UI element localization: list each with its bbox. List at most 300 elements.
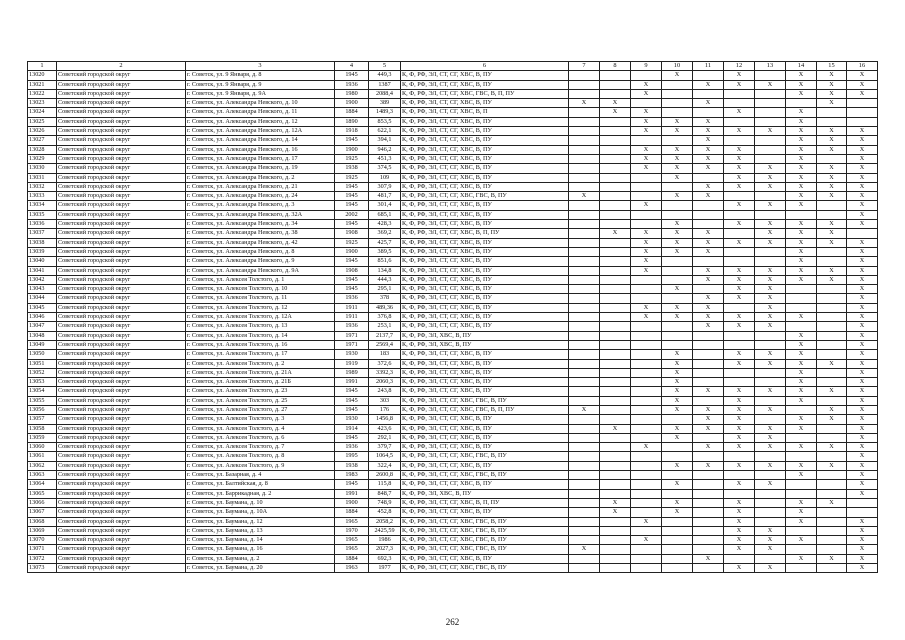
- cell-mark: X: [786, 536, 817, 545]
- cell-mark: [569, 340, 600, 349]
- cell-mark: X: [724, 526, 755, 535]
- cell-mark: [631, 424, 662, 433]
- cell-mark: [569, 443, 600, 452]
- cell-mark: [817, 536, 847, 545]
- cell-mark: X: [693, 303, 724, 312]
- cell-mark: [693, 108, 724, 117]
- cell-mark: [755, 368, 786, 377]
- cell-mark: X: [786, 164, 817, 173]
- cell-mark: X: [847, 303, 878, 312]
- cell-mark: [600, 480, 631, 489]
- cell-works: К, Ф, РФ, ЭЛ, СТ, СГ, ХВС, В, ПУ: [401, 461, 569, 470]
- cell-mark: X: [755, 480, 786, 489]
- cell-mark: [569, 238, 600, 247]
- cell-id: 13038: [28, 238, 57, 247]
- cell-address: г. Советск, ул. Баумана, д. 10: [186, 498, 335, 507]
- cell-id: 13037: [28, 229, 57, 238]
- cell-district: Советский городской округ: [57, 536, 186, 545]
- cell-year: 1936: [335, 443, 369, 452]
- cell-mark: X: [755, 359, 786, 368]
- cell-mark: X: [786, 461, 817, 470]
- cell-year: 1991: [335, 489, 369, 498]
- cell-works: К, Ф, РФ, ЭЛ, СТ, СГ, ХВС, ГВС, В, ПУ: [401, 517, 569, 526]
- cell-mark: X: [724, 154, 755, 163]
- cell-mark: X: [817, 554, 847, 563]
- cell-mark: X: [693, 164, 724, 173]
- cell-mark: [569, 275, 600, 284]
- cell-address: г. Советск, ул. Алексея Толстого, д. 12А: [186, 313, 335, 322]
- cell-area: 1456,8: [369, 415, 401, 424]
- table-row: [28, 387, 878, 396]
- cell-address: г. Советск, ул. Александра Невского, д. 3: [186, 201, 335, 210]
- cell-mark: [600, 526, 631, 535]
- cell-mark: [631, 405, 662, 414]
- cell-mark: [631, 275, 662, 284]
- table-row: [28, 257, 878, 266]
- cell-mark: [600, 489, 631, 498]
- cell-mark: X: [724, 461, 755, 470]
- cell-district: Советский городской округ: [57, 285, 186, 294]
- column-header: 10: [662, 62, 693, 71]
- cell-mark: [693, 480, 724, 489]
- cell-mark: X: [724, 127, 755, 136]
- cell-district: Советский городской округ: [57, 192, 186, 201]
- cell-year: 1911: [335, 313, 369, 322]
- table-row: [28, 554, 878, 563]
- cell-mark: [817, 368, 847, 377]
- cell-mark: [817, 154, 847, 163]
- cell-mark: [600, 145, 631, 154]
- cell-works: К, Ф, РФ, ЭЛ, СТ, СГ, ХВС, ГВС, В, ПУ: [401, 471, 569, 480]
- cell-area: 2425,59: [369, 526, 401, 535]
- cell-mark: X: [755, 285, 786, 294]
- table-row: [28, 508, 878, 517]
- cell-area: 3392,3: [369, 368, 401, 377]
- cell-works: К, Ф, РФ, ЭЛ, СТ, СГ, ХВС, В, ПУ: [401, 275, 569, 284]
- cell-mark: X: [631, 229, 662, 238]
- cell-works: К, Ф, РФ, ЭЛ, СТ, СГ, ХВС, В, ПУ: [401, 136, 569, 145]
- cell-mark: X: [600, 99, 631, 108]
- cell-works: К, Ф, РФ, ЭЛ, СТ, СГ, ХВС, В, ПУ: [401, 257, 569, 266]
- cell-mark: X: [847, 452, 878, 461]
- cell-mark: [600, 396, 631, 405]
- cell-id: 13021: [28, 80, 57, 89]
- cell-mark: [693, 498, 724, 507]
- cell-mark: [569, 80, 600, 89]
- cell-mark: X: [755, 536, 786, 545]
- cell-mark: [786, 564, 817, 573]
- cell-mark: [817, 313, 847, 322]
- cell-mark: [600, 415, 631, 424]
- cell-id: 13040: [28, 257, 57, 266]
- cell-mark: [755, 89, 786, 98]
- cell-mark: X: [847, 294, 878, 303]
- cell-works: К, Ф, РФ, ЭЛ, СТ, СГ, ХВС, ГВС, В, ПУ: [401, 545, 569, 554]
- cell-mark: [569, 471, 600, 480]
- cell-area: 307,9: [369, 182, 401, 191]
- cell-mark: [693, 471, 724, 480]
- cell-mark: X: [847, 415, 878, 424]
- cell-mark: [600, 405, 631, 414]
- cell-works: К, Ф, РФ, ЭЛ, СТ, СГ, ХВС, ГВС, В, ПУ: [401, 452, 569, 461]
- cell-mark: [662, 99, 693, 108]
- cell-year: 1970: [335, 526, 369, 535]
- cell-mark: [847, 508, 878, 517]
- cell-id: 13039: [28, 247, 57, 256]
- document-page: [27, 61, 877, 573]
- cell-mark: X: [724, 387, 755, 396]
- cell-mark: [631, 471, 662, 480]
- cell-year: 1884: [335, 554, 369, 563]
- cell-year: 1890: [335, 117, 369, 126]
- cell-id: 13049: [28, 340, 57, 349]
- cell-year: 1983: [335, 471, 369, 480]
- cell-mark: [817, 471, 847, 480]
- cell-id: 13041: [28, 266, 57, 275]
- cell-mark: X: [847, 257, 878, 266]
- cell-address: г. Советск, ул. Александра Невского, д. 12: [186, 117, 335, 126]
- cell-district: Советский городской округ: [57, 257, 186, 266]
- cell-mark: [786, 526, 817, 535]
- cell-mark: [600, 210, 631, 219]
- cell-mark: X: [600, 508, 631, 517]
- cell-mark: X: [631, 89, 662, 98]
- cell-mark: X: [631, 443, 662, 452]
- table-row: [28, 192, 878, 201]
- cell-mark: [569, 480, 600, 489]
- cell-year: 1900: [335, 99, 369, 108]
- cell-mark: [631, 285, 662, 294]
- cell-mark: X: [847, 424, 878, 433]
- cell-district: Советский городской округ: [57, 443, 186, 452]
- cell-mark: [662, 108, 693, 117]
- cell-mark: [600, 201, 631, 210]
- cell-area: 853,5: [369, 117, 401, 126]
- cell-address: г. Советск, ул. Александра Невского, д. 32А: [186, 210, 335, 219]
- table-row: [28, 229, 878, 238]
- table-row: [28, 378, 878, 387]
- cell-works: К, Ф, РФ, ЭЛ, СТ, СГ, ХВС, В, ПУ: [401, 433, 569, 442]
- cell-works: К, Ф, РФ, ЭЛ, СТ, СГ, ХВС, ГВС, В, ПУ: [401, 192, 569, 201]
- cell-year: 1945: [335, 285, 369, 294]
- cell-mark: [817, 480, 847, 489]
- cell-mark: [631, 99, 662, 108]
- cell-mark: [600, 238, 631, 247]
- cell-area: 481,7: [369, 192, 401, 201]
- cell-mark: X: [693, 117, 724, 126]
- cell-mark: [662, 257, 693, 266]
- cell-mark: X: [662, 229, 693, 238]
- cell-works: К, Ф, РФ, ЭЛ, СТ, СГ, ХВС, В, ПУ: [401, 443, 569, 452]
- cell-address: г. Советск, ул. Алексея Толстого, д. 14: [186, 331, 335, 340]
- cell-year: 1936: [335, 80, 369, 89]
- cell-mark: X: [786, 220, 817, 229]
- cell-mark: X: [693, 192, 724, 201]
- cell-works: К, Ф, РФ, ЭЛ, СТ, СГ, ХВС, В, ПУ: [401, 350, 569, 359]
- cell-mark: X: [631, 257, 662, 266]
- cell-address: г. Советск, ул. Алексея Толстого, д. 13: [186, 322, 335, 331]
- cell-year: 1938: [335, 164, 369, 173]
- cell-address: г. Советск, ул. Александра Невского, д. 11: [186, 108, 335, 117]
- cell-mark: [662, 210, 693, 219]
- cell-address: г. Советск, ул. Базарная, д. 4: [186, 471, 335, 480]
- cell-year: 1971: [335, 340, 369, 349]
- cell-year: 1938: [335, 461, 369, 470]
- cell-id: 13022: [28, 89, 57, 98]
- cell-mark: X: [662, 303, 693, 312]
- cell-address: г. Советск, ул. Александра Невского, д. 19: [186, 164, 335, 173]
- cell-mark: X: [662, 405, 693, 414]
- cell-mark: X: [724, 313, 755, 322]
- cell-district: Советский городской округ: [57, 173, 186, 182]
- cell-mark: X: [693, 154, 724, 163]
- cell-mark: [600, 275, 631, 284]
- cell-year: 1930: [335, 350, 369, 359]
- cell-year: 1911: [335, 303, 369, 312]
- cell-mark: [569, 127, 600, 136]
- cell-district: Советский городской округ: [57, 498, 186, 507]
- cell-mark: [786, 294, 817, 303]
- cell-id: 13045: [28, 303, 57, 312]
- cell-mark: [569, 303, 600, 312]
- cell-year: 1945: [335, 71, 369, 80]
- cell-id: 13032: [28, 182, 57, 191]
- cell-mark: X: [755, 182, 786, 191]
- cell-area: 848,7: [369, 489, 401, 498]
- cell-id: 13042: [28, 275, 57, 284]
- cell-mark: X: [693, 229, 724, 238]
- cell-mark: [569, 378, 600, 387]
- cell-mark: X: [847, 201, 878, 210]
- cell-address: г. Советск, ул. Александра Невского, д. 10: [186, 99, 335, 108]
- cell-mark: X: [847, 405, 878, 414]
- cell-mark: [693, 173, 724, 182]
- cell-mark: [786, 285, 817, 294]
- cell-mark: [569, 136, 600, 145]
- cell-year: 1945: [335, 433, 369, 442]
- cell-mark: X: [662, 238, 693, 247]
- column-header: 2: [57, 62, 186, 71]
- cell-id: 13062: [28, 461, 57, 470]
- cell-address: г. Советск, ул. Александра Невского, д. 9: [186, 257, 335, 266]
- cell-mark: [724, 471, 755, 480]
- cell-mark: X: [662, 71, 693, 80]
- table-row: [28, 71, 878, 80]
- cell-mark: [693, 564, 724, 573]
- cell-mark: [755, 145, 786, 154]
- cell-mark: X: [724, 545, 755, 554]
- table-row: [28, 99, 878, 108]
- cell-mark: [817, 489, 847, 498]
- cell-mark: X: [662, 387, 693, 396]
- column-header: 1: [28, 62, 57, 71]
- cell-year: 1971: [335, 331, 369, 340]
- cell-address: г. Советск, ул. Алексея Толстого, д. 3: [186, 415, 335, 424]
- cell-mark: X: [724, 80, 755, 89]
- cell-mark: X: [693, 387, 724, 396]
- cell-mark: X: [786, 266, 817, 275]
- cell-id: 13050: [28, 350, 57, 359]
- cell-works: К, Ф, РФ, ЭЛ, СТ, СГ, ХВС, В, ПУ: [401, 238, 569, 247]
- cell-mark: [600, 433, 631, 442]
- cell-mark: [662, 340, 693, 349]
- cell-mark: X: [724, 405, 755, 414]
- cell-mark: X: [786, 387, 817, 396]
- cell-mark: [569, 294, 600, 303]
- cell-mark: X: [724, 498, 755, 507]
- cell-mark: [755, 331, 786, 340]
- cell-mark: X: [662, 127, 693, 136]
- cell-mark: [569, 452, 600, 461]
- cell-area: 374,5: [369, 164, 401, 173]
- cell-area: 452,8: [369, 508, 401, 517]
- cell-mark: [755, 257, 786, 266]
- cell-mark: X: [755, 173, 786, 182]
- table-row: [28, 294, 878, 303]
- cell-year: 1965: [335, 536, 369, 545]
- cell-mark: X: [847, 164, 878, 173]
- cell-area: 1064,5: [369, 452, 401, 461]
- cell-address: г. Советск, ул. Александра Невского, д. 2: [186, 173, 335, 182]
- cell-mark: [817, 452, 847, 461]
- cell-mark: X: [817, 173, 847, 182]
- cell-id: 13067: [28, 508, 57, 517]
- cell-mark: [755, 554, 786, 563]
- table-row: [28, 526, 878, 535]
- cell-mark: [724, 489, 755, 498]
- cell-district: Советский городской округ: [57, 368, 186, 377]
- cell-mark: X: [786, 80, 817, 89]
- cell-mark: [755, 508, 786, 517]
- cell-id: 13052: [28, 368, 57, 377]
- cell-area: 2137,7: [369, 331, 401, 340]
- cell-mark: X: [662, 350, 693, 359]
- cell-mark: [600, 554, 631, 563]
- cell-mark: X: [662, 498, 693, 507]
- cell-mark: [569, 322, 600, 331]
- cell-mark: [600, 127, 631, 136]
- cell-mark: X: [755, 405, 786, 414]
- table-row: [28, 368, 878, 377]
- cell-area: 134,8: [369, 266, 401, 275]
- cell-works: К, Ф, РФ, ЭЛ, СТ, СГ, ХВС, В, ПУ: [401, 322, 569, 331]
- cell-mark: X: [600, 229, 631, 238]
- cell-works: К, Ф, РФ, ЭЛ, СТ, СГ, ХВС, В, ПУ: [401, 80, 569, 89]
- cell-mark: X: [724, 294, 755, 303]
- cell-area: 109: [369, 173, 401, 182]
- cell-mark: [847, 498, 878, 507]
- table-row: [28, 89, 878, 98]
- cell-mark: X: [662, 192, 693, 201]
- cell-year: 1945: [335, 387, 369, 396]
- table-row: [28, 266, 878, 275]
- cell-mark: X: [817, 182, 847, 191]
- table-row: [28, 480, 878, 489]
- cell-mark: X: [847, 471, 878, 480]
- cell-address: г. Советск, ул. Алексея Толстого, д. 12: [186, 303, 335, 312]
- cell-year: 1900: [335, 145, 369, 154]
- table-row: [28, 285, 878, 294]
- cell-mark: [600, 136, 631, 145]
- cell-mark: X: [847, 210, 878, 219]
- cell-mark: X: [847, 266, 878, 275]
- cell-year: 1945: [335, 182, 369, 191]
- cell-mark: X: [786, 517, 817, 526]
- cell-mark: [569, 266, 600, 275]
- cell-works: К, Ф, РФ, ЭЛ, СТ, СГ, ХВС, ГВС, В, ПУ: [401, 526, 569, 535]
- cell-area: 378: [369, 294, 401, 303]
- cell-mark: [817, 396, 847, 405]
- cell-mark: [724, 554, 755, 563]
- cell-mark: X: [786, 498, 817, 507]
- cell-mark: [693, 220, 724, 229]
- cell-mark: X: [631, 303, 662, 312]
- cell-id: 13036: [28, 220, 57, 229]
- cell-id: 13068: [28, 517, 57, 526]
- cell-mark: X: [817, 80, 847, 89]
- cell-mark: [631, 182, 662, 191]
- cell-mark: X: [817, 415, 847, 424]
- cell-address: г. Советск, ул. Баумана, д. 14: [186, 536, 335, 545]
- cell-mark: [600, 536, 631, 545]
- cell-area: 376,8: [369, 313, 401, 322]
- cell-mark: X: [662, 117, 693, 126]
- cell-year: 1925: [335, 154, 369, 163]
- cell-mark: X: [631, 247, 662, 256]
- cell-mark: X: [693, 313, 724, 322]
- cell-mark: X: [786, 71, 817, 80]
- cell-address: г. Советск, ул. 9 Января, д. 9А: [186, 89, 335, 98]
- cell-address: г. Советск, ул. 9 Января, д. 8: [186, 71, 335, 80]
- cell-mark: [600, 368, 631, 377]
- cell-mark: [600, 182, 631, 191]
- cell-mark: X: [847, 489, 878, 498]
- cell-district: Советский городской округ: [57, 331, 186, 340]
- cell-district: Советский городской округ: [57, 229, 186, 238]
- cell-mark: [600, 80, 631, 89]
- cell-mark: [693, 331, 724, 340]
- cell-mark: [724, 229, 755, 238]
- cell-mark: X: [755, 350, 786, 359]
- cell-mark: [755, 498, 786, 507]
- table-row: [28, 498, 878, 507]
- cell-district: Советский городской округ: [57, 247, 186, 256]
- cell-mark: X: [693, 127, 724, 136]
- cell-address: г. Советск, ул. Алексея Толстого, д. 8: [186, 452, 335, 461]
- cell-works: К, Ф, РФ, ЭЛ, СТ, СГ, ХВС, В, ПУ: [401, 359, 569, 368]
- cell-mark: X: [693, 99, 724, 108]
- cell-mark: X: [847, 322, 878, 331]
- cell-mark: X: [786, 443, 817, 452]
- column-header: 5: [369, 62, 401, 71]
- header-row: [28, 62, 878, 71]
- cell-works: К, Ф, РФ, ЭЛ, СТ, СГ, ХВС, В, ПУ: [401, 71, 569, 80]
- cell-mark: X: [847, 554, 878, 563]
- cell-id: 13053: [28, 378, 57, 387]
- cell-mark: [569, 359, 600, 368]
- cell-mark: [600, 285, 631, 294]
- cell-works: К, Ф, РФ, ЭЛ, СТ, СГ, ХВС, ГВС, В, П, ПУ: [401, 405, 569, 414]
- cell-district: Советский городской округ: [57, 136, 186, 145]
- cell-mark: [600, 71, 631, 80]
- cell-address: г. Советск, ул. Александра Невского, д. 14: [186, 136, 335, 145]
- cell-mark: [693, 368, 724, 377]
- cell-mark: [600, 322, 631, 331]
- cell-address: г. Советск, ул. Александра Невского, д. 24: [186, 192, 335, 201]
- cell-mark: X: [724, 164, 755, 173]
- table-row: [28, 145, 878, 154]
- cell-works: К, Ф, РФ, ЭЛ, СТ, СГ, ХВС, В, ПУ: [401, 294, 569, 303]
